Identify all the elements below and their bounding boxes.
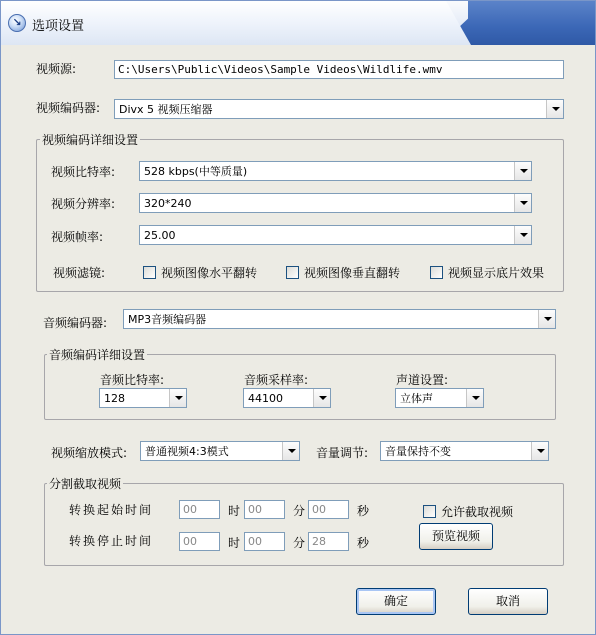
filter-hflip-checkbox[interactable] [143, 264, 257, 281]
chevron-down-icon[interactable] [546, 100, 563, 118]
minute-unit: 分 [293, 504, 306, 518]
chevron-down-icon[interactable] [282, 442, 299, 460]
filter-hflip-label: 视频图像水平翻转 [161, 266, 258, 280]
filter-negative-label: 视频显示底片效果 [448, 266, 545, 280]
video-filter-label: 视频滤镜: [53, 266, 106, 280]
audio-bitrate-select[interactable] [99, 388, 187, 408]
chevron-down-icon[interactable] [169, 389, 186, 407]
audio-samplerate-select[interactable] [243, 388, 331, 408]
video-encoder-value: Divx 5 视频压缩器 [119, 103, 213, 116]
volume-label: 音量调节: [316, 446, 369, 460]
video-bitrate-label: 视频比特率: [51, 165, 116, 179]
start-hour-field[interactable]: 00 [179, 500, 220, 519]
chevron-down-icon[interactable] [466, 389, 483, 407]
stop-hour-field[interactable]: 00 [179, 532, 220, 551]
volume-select[interactable] [380, 441, 549, 461]
checkbox-box[interactable] [430, 266, 443, 279]
chevron-down-icon[interactable] [538, 310, 555, 328]
volume-value: 音量保持不变 [385, 445, 451, 458]
channel-label: 声道设置: [396, 373, 449, 387]
stop-second-field[interactable]: 28 [308, 532, 349, 551]
filter-vflip-label: 视频图像垂直翻转 [304, 266, 401, 280]
split-legend: 分割截取视频 [49, 477, 122, 491]
video-framerate-value: 25.00 [144, 229, 176, 242]
start-time-label: 转换起始时间 [69, 503, 154, 517]
video-resolution-select[interactable] [139, 193, 532, 213]
channel-value: 立体声 [400, 392, 433, 405]
video-source-label: 视频源: [36, 62, 77, 76]
video-encoder-label: 视频编码器: [36, 101, 101, 115]
audio-encoder-value: MP3音频编码器 [128, 313, 207, 326]
video-bitrate-value: 528 kbps(中等质量) [144, 165, 248, 178]
audio-encoder-select[interactable] [123, 309, 556, 329]
chevron-down-icon[interactable] [313, 389, 330, 407]
start-minute-field[interactable]: 00 [244, 500, 285, 519]
checkbox-box[interactable] [143, 266, 156, 279]
channel-select[interactable] [395, 388, 484, 408]
video-resolution-value: 320*240 [144, 197, 192, 210]
video-bitrate-select[interactable] [139, 161, 532, 181]
scale-mode-value: 普通视频4:3模式 [145, 445, 229, 458]
audio-bitrate-value: 128 [104, 392, 125, 405]
audio-samplerate-label: 音频采样率: [244, 373, 309, 387]
video-encoder-select[interactable] [114, 99, 564, 119]
audio-detail-legend: 音频编码详细设置 [49, 348, 146, 362]
ok-button[interactable]: 确定 [356, 588, 436, 615]
chevron-down-icon[interactable] [531, 442, 548, 460]
chevron-down-icon[interactable] [514, 162, 531, 180]
stop-time-label: 转换停止时间 [69, 534, 154, 548]
chevron-down-icon[interactable] [514, 194, 531, 212]
stop-minute-field[interactable]: 00 [244, 532, 285, 551]
audio-encoder-label: 音频编码器: [43, 316, 108, 330]
cancel-button[interactable]: 取消 [468, 588, 548, 615]
allow-split-label: 允许截取视频 [441, 505, 514, 519]
video-detail-legend: 视频编码详细设置 [42, 133, 139, 147]
filter-negative-checkbox[interactable] [430, 264, 544, 281]
audio-bitrate-label: 音频比特率: [100, 373, 165, 387]
allow-split-checkbox[interactable] [423, 503, 513, 520]
dialog-icon: ↘ [8, 14, 26, 32]
scale-mode-label: 视频缩放模式: [51, 446, 128, 460]
hour-unit: 时 [228, 504, 241, 518]
video-resolution-label: 视频分辨率: [51, 197, 116, 211]
checkbox-box[interactable] [423, 505, 436, 518]
start-second-field[interactable]: 00 [308, 500, 349, 519]
hour-unit: 时 [228, 536, 241, 550]
minute-unit: 分 [293, 536, 306, 550]
preview-video-button[interactable]: 预览视频 [419, 523, 493, 550]
filter-vflip-checkbox[interactable] [286, 264, 400, 281]
second-unit: 秒 [357, 536, 370, 550]
audio-samplerate-value: 44100 [248, 392, 283, 405]
dialog-title: 选项设置 [32, 19, 85, 34]
title-bar [1, 1, 595, 45]
checkbox-box[interactable] [286, 266, 299, 279]
video-framerate-label: 视频帧率: [51, 230, 104, 244]
video-framerate-select[interactable] [139, 225, 532, 245]
second-unit: 秒 [357, 504, 370, 518]
chevron-down-icon[interactable] [514, 226, 531, 244]
video-source-field[interactable]: C:\Users\Public\Videos\Sample Videos\Wildlife.wmv [114, 60, 564, 79]
scale-mode-select[interactable] [140, 441, 300, 461]
